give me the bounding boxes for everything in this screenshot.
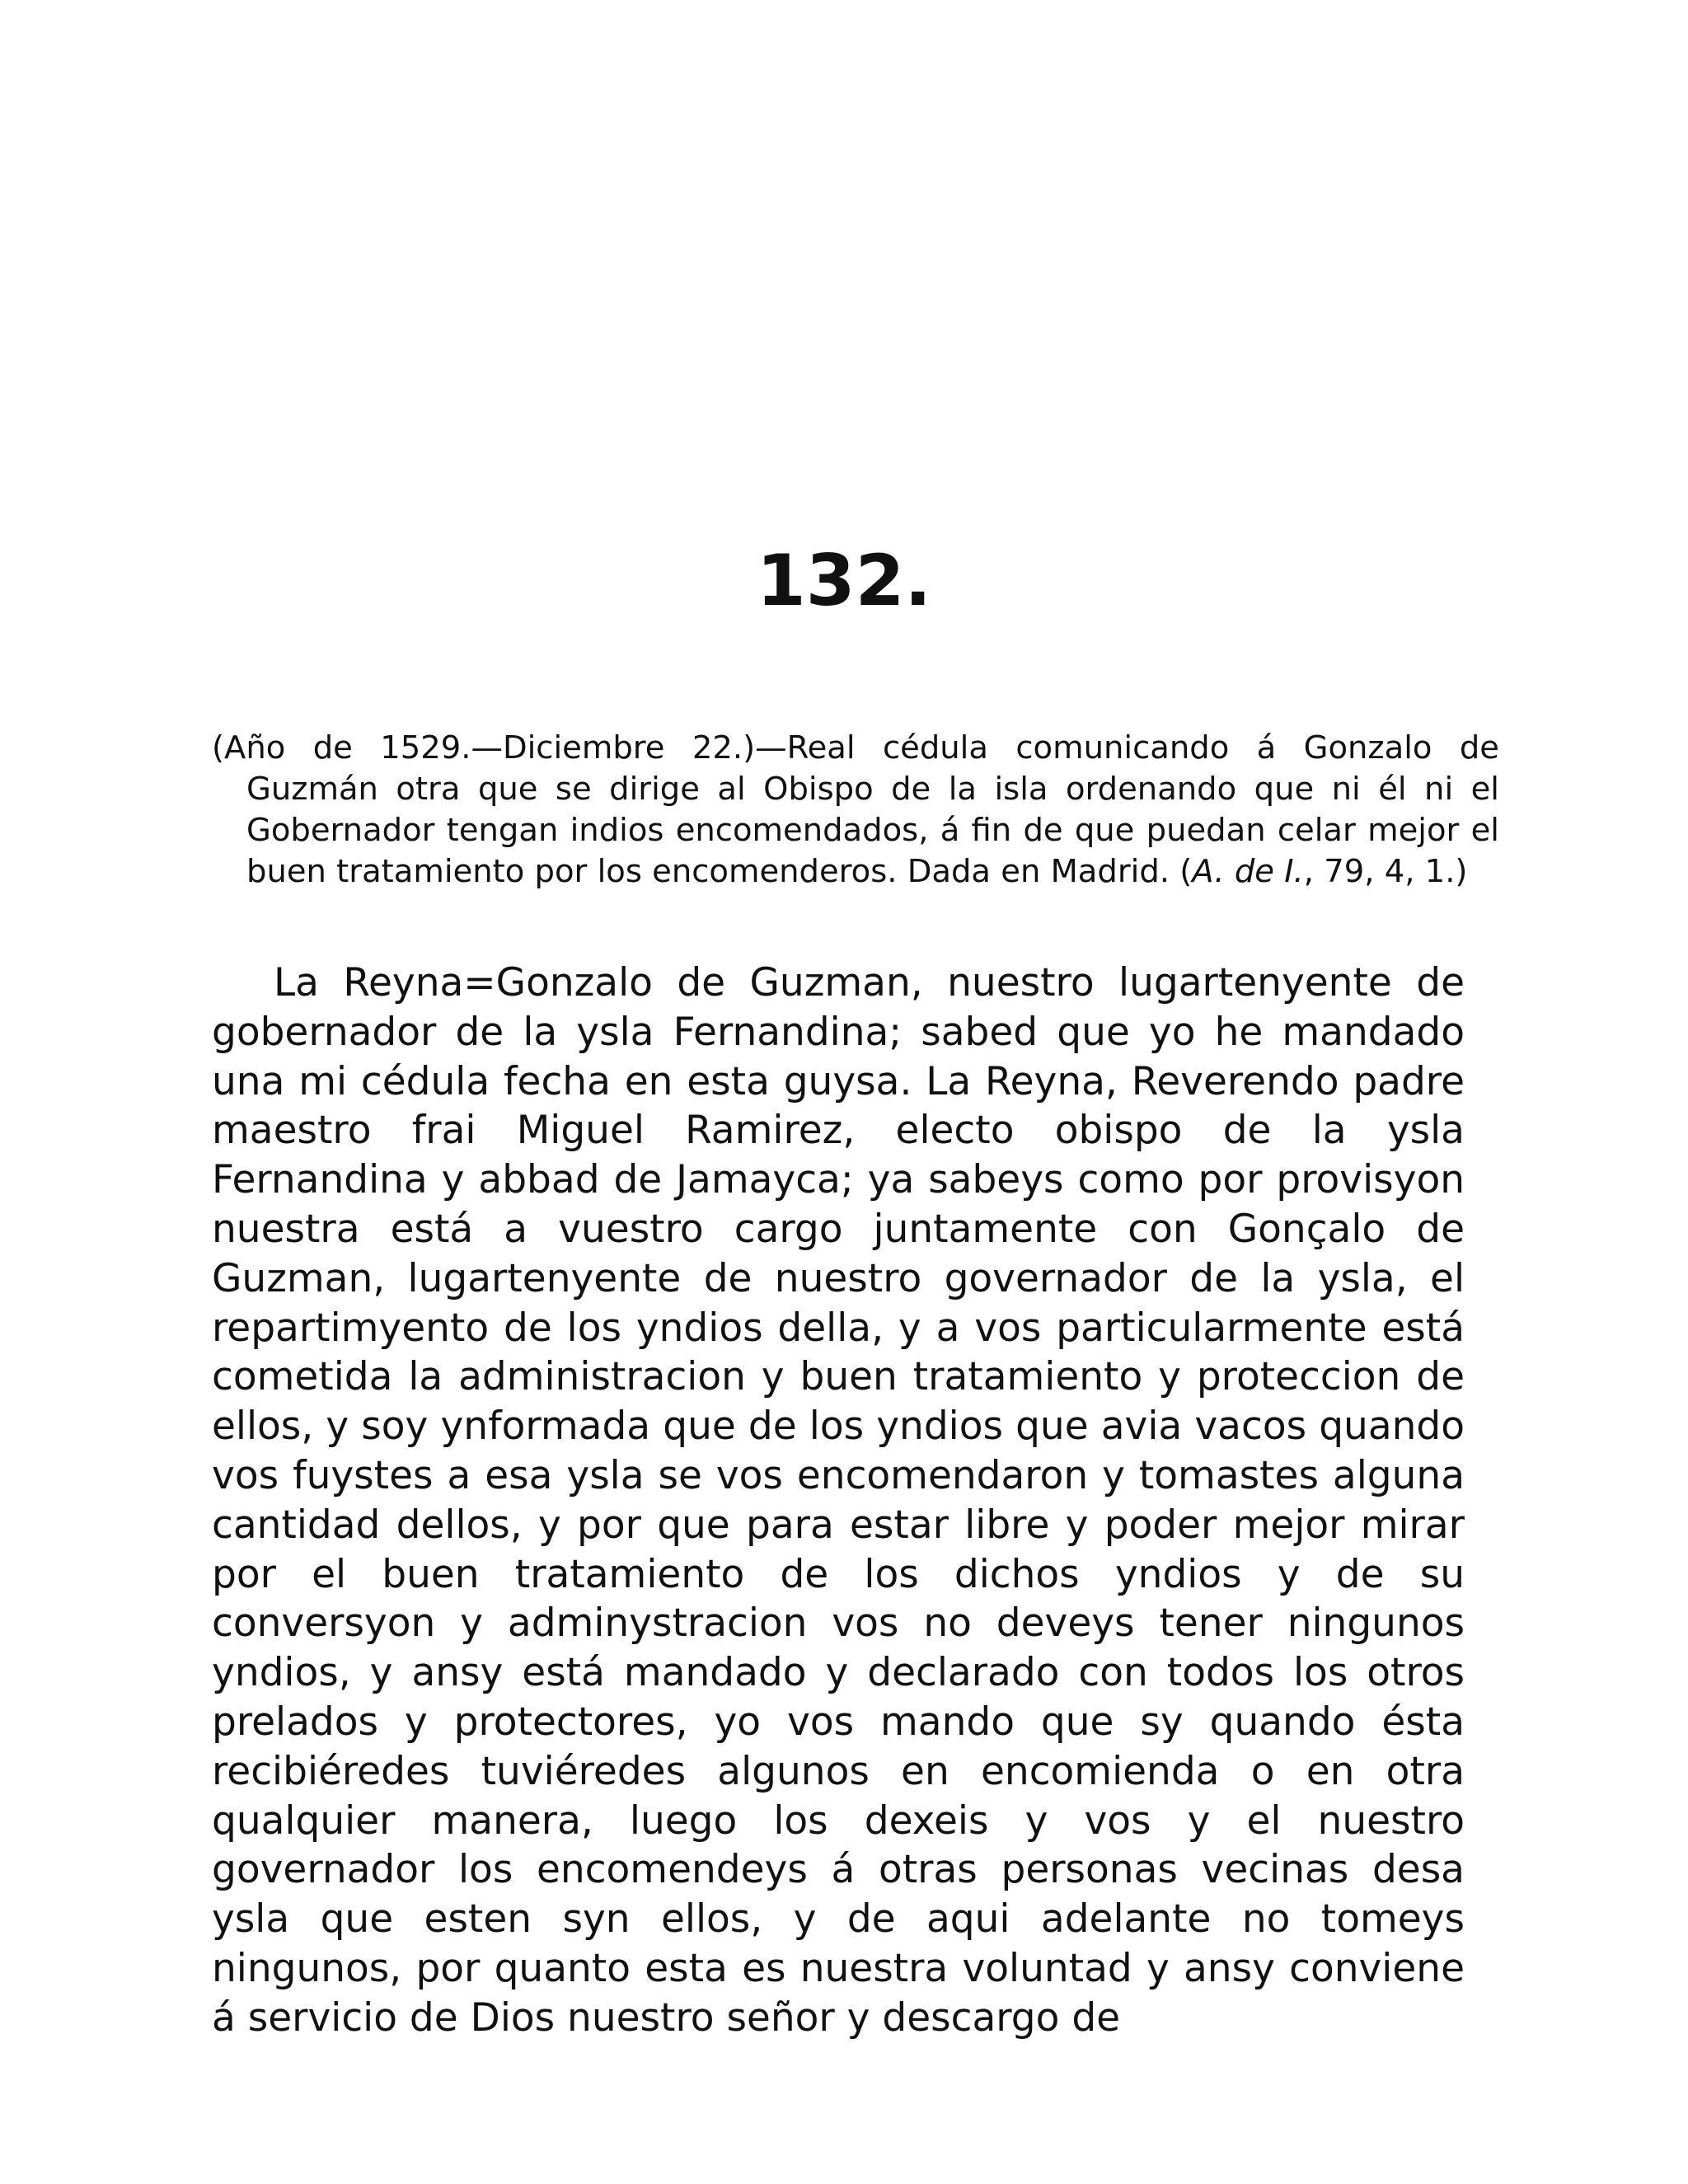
document-summary (212, 728, 1499, 893)
archive-reference: A. de I. (1192, 853, 1304, 890)
summary-reference-numbers: , 79, 4, 1.) (1303, 853, 1468, 890)
document-body: La Reyna=Gonzalo de Guzman, nuestro lugartenyente de gobernador de la ysla Fernandina; sabed que yo he mandado una mi cédula fecha en esta guysa. La Reyna, Reverendo padre maestro frai Miguel Ramirez, electo obispo de la ysla Fernandina y abbad de Jamayca; ya sabeys como por provisyon nuestra está a vuestro cargo juntamente con Gonçalo de Guzman, lugartenyente de nuestro governador de la ysla, el repartimyento de los yndios della, y a vos particularmente está cometida la administracion y buen tratamiento y proteccion de ellos, y soy ynformada que de los yndios que avia vacos quando vos fuystes a esa ysla se vos encomendaron y tomastes alguna cantidad dellos, y por que para estar libre y poder mejor mirar por el buen tratamiento de los dichos yndios y de su conversyon y adminystracion vos no deveys tener ningunos yndios, y ansy está mandado y declarado con todos los otros prelados y protectores, yo vos mando que sy quando ésta recibiéredes tuviéredes algunos en encomienda o en otra qualquier manera, luego los dexeis y vos y el nuestro governador los encomendeys á otras personas vecinas desa ysla que esten syn ellos, y de aqui adelante no tomeys ningunos, por quanto esta es nuestra voluntad y ansy conviene á servicio de Dios nuestro señor y descargo de (212, 960, 1465, 2041)
summary-text: (Año de 1529.—Diciembre 22.)—Real cédula comunicando á Gonzalo de Guzmán otra que se dirige al Obispo de la isla ordenando que ni él ni el Gobernador tengan indios encomendados, á fin de que puedan celar mejor el buen tratamiento por los encomenderos. Dada en Madrid. ( (212, 729, 1499, 890)
document-number: 132. (756, 540, 932, 622)
